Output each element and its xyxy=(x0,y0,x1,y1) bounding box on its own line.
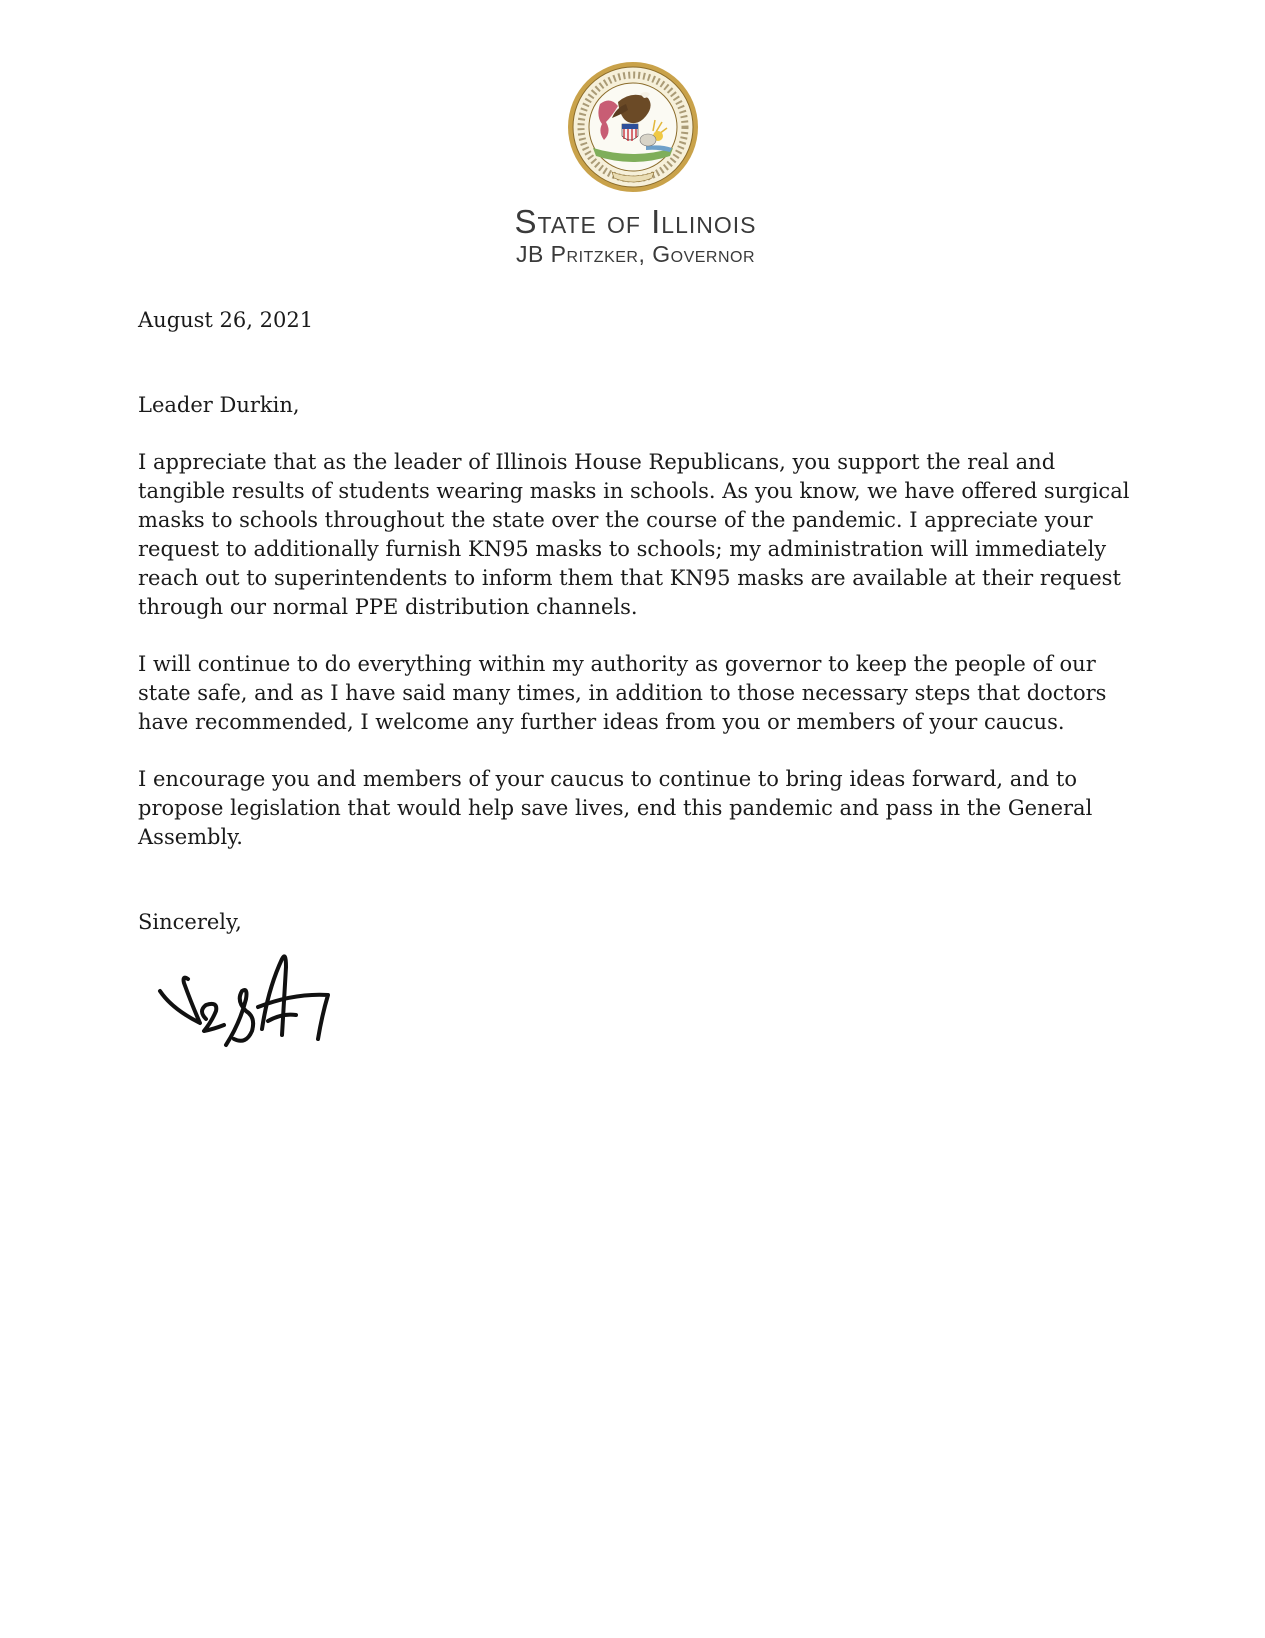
paragraph-1: I appreciate that as the leader of Illinois House Republicans, you support the real and tangible results of students wearing masks in schools. As you know, we have offered surgical masks to schools throughout the state over the course of the pandemic. I appreciate your request to additionally furnish KN95 masks to schools; my administration will immediately reach out to superintendents to inform them that KN95 masks are available at their request through our normal PPE distribution channels. xyxy=(138,450,1130,619)
paragraph-3: I encourage you and members of your caucus to continue to bring ideas forward, and to propose legislation that would help save lives, end this pandemic and pass in the General Assembly. xyxy=(138,767,1093,849)
illinois-state-seal-icon xyxy=(566,60,700,194)
salutation: Leader Durkin, xyxy=(138,393,300,417)
closing: Sincerely, xyxy=(138,910,242,934)
governor-line: JB Pritzker, Governor xyxy=(515,241,756,267)
letterhead xyxy=(0,60,1265,268)
letter-body xyxy=(138,306,1138,1059)
paragraph-2: I will continue to do everything within my authority as governor to keep the people of our state safe, and as I have said many times, in addition to those necessary steps that doctors have recommended, I welcome any further ideas from you or members of your caucus. xyxy=(138,652,1107,734)
letter-date: August 26, 2021 xyxy=(138,308,314,332)
state-title: State of Illinois xyxy=(514,203,757,240)
handwritten-signature-icon xyxy=(154,949,334,1059)
